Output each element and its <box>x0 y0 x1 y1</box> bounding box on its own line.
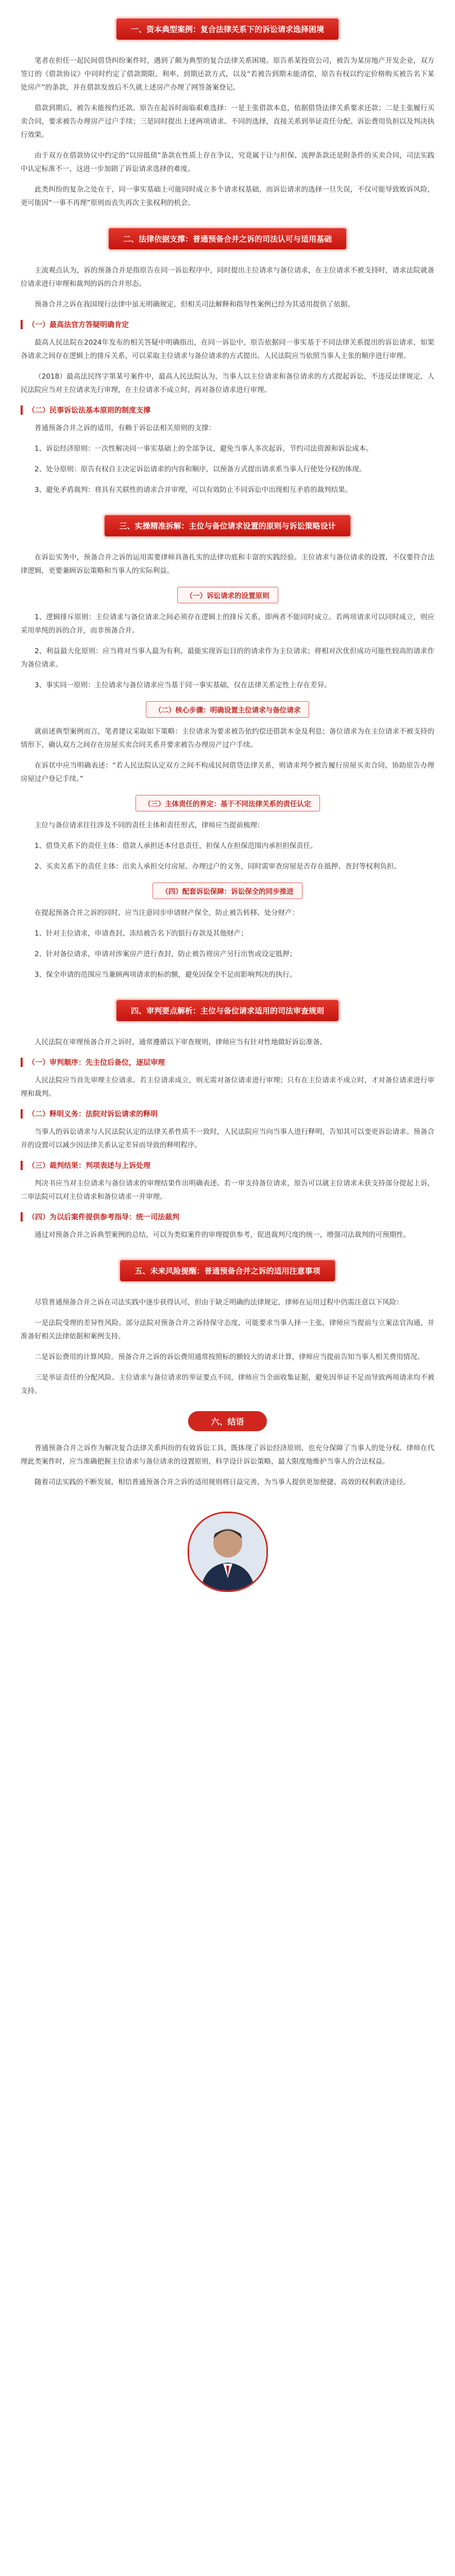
paragraph: 2、针对备位请求，申请对涉案房产进行查封，防止被告将房产另行出售或设定抵押； <box>35 950 297 958</box>
heading-marker <box>21 320 23 329</box>
paragraph: 2、处分原则：原告有权自主决定诉讼请求的内容和顺序，以预备方式提出请求系当事人行使处分权的体现。 <box>35 465 366 473</box>
section-title: 四、审判要点解析：主位与备位请求适用的司法审查规则 <box>115 999 340 1022</box>
heading-marker <box>21 405 23 415</box>
subsection-heading <box>21 883 434 899</box>
subsection-heading <box>21 701 434 718</box>
paragraph: 人民法院应当首先审理主位请求。若主位请求成立，则无需对备位请求进行审理；只有在主位请求不成立时，才对备位请求进行审理和裁判。 <box>21 1076 434 1098</box>
subsection-heading <box>21 319 434 330</box>
subsection-title: （二）核心步骤：明确设置主位请求与备位请求 <box>146 701 310 718</box>
subsection-heading <box>21 795 434 811</box>
heading-marker <box>21 1161 23 1170</box>
author-portrait <box>188 1512 268 1592</box>
paragraph: 在提起预备合并之诉的同时，应当注意同步申请财产保全，防止被告转移、处分财产： <box>35 909 299 917</box>
heading-marker <box>21 1109 23 1118</box>
subsection-heading <box>21 1160 434 1171</box>
heading-marker <box>21 1212 23 1222</box>
subsection-title: （二）民事诉讼法基本原则的制度支撑 <box>28 406 150 415</box>
heading-marker <box>21 1058 23 1067</box>
paragraph: 就前述典型案例而言，笔者建议采取如下策略：主位请求为要求被告依约偿还借款本金及利息；备位请求为在主位请求不被支持的情形下，确认双方之间存在房屋买卖合同关系并要求被告办理房产过户手续。 <box>21 727 434 749</box>
paragraph: 二是诉讼费用的计算风险。预备合并之诉的诉讼费用通常按照标的额较大的请求计算，律师应当提前告知当事人相关费用情况。 <box>35 1353 424 1361</box>
paragraph: 主流观点认为，诉的预备合并是指原告在同一诉讼程序中，同时提出主位请求与备位请求，在主位请求不被支持时，请求法院就备位请求进行审理和裁判的诉的合并形态。 <box>21 266 434 288</box>
subsection-title: （三）主体责任的界定：基于不同法律关系的责任认定 <box>136 795 320 811</box>
section-banner <box>21 227 434 250</box>
section-banner <box>21 1259 434 1282</box>
paragraph: 主位与备位请求往往涉及不同的责任主体和责任形式，律师应当提前梳理： <box>35 821 264 829</box>
subsection-title: （四）为以后案件提供参考指导：统一司法裁判 <box>28 1213 179 1222</box>
subsection-title: （一）诉讼请求的设置原则 <box>177 587 278 603</box>
paragraph: 在诉状中应当明确表述：“若人民法院认定双方之间不构成民间借贷法律关系，则请求判令被告履行房屋买卖合同，协助原告办理房屋过户登记手续。” <box>21 761 434 783</box>
paragraph: 人民法院在审理预备合并之诉时，通常遵循以下审查规则，律师应当有针对性地做好诉讼准备。 <box>35 1038 327 1046</box>
section-banner <box>21 514 434 537</box>
subsection-title: （三）裁判结果：判项表述与上诉处理 <box>28 1162 150 1170</box>
subsection-heading <box>21 1057 434 1067</box>
subsection-title: （二）释明义务：法院对诉讼请求的释明 <box>28 1110 158 1118</box>
paragraph: 此类纠纷的复杂之处在于，同一事实基础上可能同时成立多个请求权基础，而诉讼请求的选择一旦失误，不仅可能导致败诉风险，更可能因“一事不再理”原则而丧失再次主张权利的机会。 <box>21 185 434 207</box>
paragraph: 借款到期后，被告未能按约还款。原告在起诉时面临艰难选择：一是主张借款本息，依据借贷法律关系要求还款；二是主张履行买卖合同，要求被告办理房产过户手续；三是同时提出上述两项请求。不同的选择，直接关系到举证责任分配、诉讼费用负担以及判决执行效果。 <box>21 104 434 139</box>
subsection-heading <box>21 587 434 603</box>
paragraph: 1、借贷关系下的责任主体：借款人承担还本付息责任，担保人在担保范围内承担担保责任。 <box>35 842 317 850</box>
subsection-heading <box>21 1109 434 1119</box>
conclusion-banner <box>21 1411 434 1431</box>
paragraph: 普通预备合并之诉的适用，有赖于诉讼法相关原则的支撑： <box>35 424 215 432</box>
subsection-title: （一）审判顺序：先主位后备位，逐层审理 <box>28 1059 165 1067</box>
subsection-heading <box>21 405 434 415</box>
section-title: 一、资本典型案例：复合法律关系下的诉讼请求选择困境 <box>115 18 340 41</box>
subsection-title: （四）配套诉讼保障：诉讼保全的同步推进 <box>153 883 302 899</box>
paragraph: 判决书应当对主位请求与备位请求的审理结果作出明确表述。若一审支持备位请求，原告可以就主位请求未获支持部分提起上诉，二审法院可以对主位请求和备位请求一并审理。 <box>21 1179 434 1201</box>
paragraph: 随着司法实践的不断发展，相信普通预备合并之诉的适用规则将日益完善，为当事人提供更加便捷、高效的权利救济途径。 <box>35 1478 410 1486</box>
section-title: 二、法律依据支撑：普通预备合并之诉的司法认可与适用基础 <box>108 227 347 250</box>
paragraph: 三是举证责任的分配风险。主位请求与备位请求的举证要点不同，律师应当全面收集证据，避免因举证不足而导致两项请求均不被支持。 <box>21 1374 434 1395</box>
paragraph: 1、诉讼经济原则：一次性解决同一事实基础上的全部争议，避免当事人多次起诉，节约司法资源和诉讼成本。 <box>35 445 373 453</box>
subsection-heading <box>21 1212 434 1222</box>
paragraph: 由于双方在借款协议中约定的“以房抵债”条款在性质上存在争议，究竟属于让与担保、流押条款还是附条件的买卖合同，司法实践中认定标准不一，这进一步加剧了诉讼请求选择的难度。 <box>21 151 434 173</box>
paragraph: 通过对预备合并之诉典型案例的总结，可以为类似案件的审理提供参考，促进裁判尺度的统一，增强司法裁判的可预期性。 <box>35 1231 410 1239</box>
paragraph: 当事人的诉讼请求与人民法院认定的法律关系性质不一致时，人民法院应当向当事人进行释明，告知其可以变更诉讼请求。预备合并的设置可以减少因法律关系认定差异而导致的释明程序。 <box>21 1128 434 1149</box>
paragraph: 3、避免矛盾裁判：将具有关联性的请求合并审理，可以有效防止不同诉讼中出现相互矛盾的裁判结果。 <box>35 486 352 494</box>
section-title: 五、未来风险提醒：普通预备合并之诉的适用注意事项 <box>119 1259 335 1282</box>
section-banner <box>21 999 434 1022</box>
paragraph: （2018）最高法民终字第某号案件中，最高人民法院认为，当事人以主位请求和备位请求的方式提起诉讼，不违反法律规定，人民法院应当对主位请求先行审理，在主位请求不成立时，再对备位请求进行审理。 <box>21 372 434 394</box>
paragraph: 3、保全申请的范围应当兼顾两项请求的标的额，避免因保全不足而影响判决的执行。 <box>35 971 297 979</box>
paragraph: 最高人民法院在2024年发布的相关答疑中明确指出，在同一诉讼中，原告依据同一事实基于不同法律关系提出的诉讼请求，如果各请求之间存在逻辑上的排斥关系，可以采取主位请求与备位请求的方式提出。人民法院应当依照当事人主张的顺序进行审理。 <box>21 338 434 360</box>
paragraph: 2、买卖关系下的责任主体：出卖人承担交付房屋、办理过户的义务，同时需审查房屋是否存在抵押、查封等权利负担。 <box>35 862 401 871</box>
paragraph: 1、逻辑排斥原则：主位请求与备位请求之间必须存在逻辑上的排斥关系，即两者不能同时成立。若两项请求可以同时成立，则应采用单纯的诉的合并，而非预备合并。 <box>21 613 434 635</box>
paragraph: 1、针对主位请求，申请查封、冻结被告名下的银行存款及其他财产； <box>35 929 248 938</box>
paragraph: 普通预备合并之诉作为解决复合法律关系纠纷的有效诉讼工具，既体现了诉讼经济原则，也充分保障了当事人的处分权。律师在代理此类案件时，应当准确把握主位请求与备位请求的设置原则，科学设计诉讼策略，最大限度地维护当事人的合法权益。 <box>21 1444 434 1466</box>
paragraph: 笔者在担任一起民间借贷纠纷案件时，遇到了颇为典型的复合法律关系困境。原告系某投资公司，被告为某房地产开发企业，双方签订的《借款协议》中同时约定了借款期限、利率、到期还款方式，以及“若被告到期未能清偿，原告有权以约定价格购买被告名下某处房产”的条款，并在借款发放后不久就上述房产办理了网签备案登记。 <box>21 57 434 92</box>
subsection-title: （一）最高法官方答疑明确肯定 <box>28 321 129 329</box>
paragraph: 尽管普通预备合并之诉在司法实践中逐步获得认可，但由于缺乏明确的法律规定，律师在运用过程中仍需注意以下风险： <box>35 1298 403 1307</box>
paragraph: 3、事实同一原则：主位请求与备位请求应当基于同一事实基础，仅在法律关系定性上存在差异。 <box>35 681 331 689</box>
section-banner <box>21 18 434 41</box>
paragraph: 预备合并之诉在我国现行法律中虽无明确规定，但相关司法解释和指导性案例已经为其适用提供了依据。 <box>35 300 355 309</box>
conclusion-title: 六、结语 <box>188 1411 266 1431</box>
paragraph: 在诉讼实务中，预备合并之诉的运用需要律师具备扎实的法律功底和丰富的实践经验。主位请求与备位请求的设置，不仅要符合法律逻辑，更要兼顾诉讼策略和当事人的实际利益。 <box>21 553 434 575</box>
paragraph: 一是法院受理的差异性风险。部分法院对预备合并之诉持保守态度，可能要求当事人择一主张，律师应当提前与立案法官沟通，并准备好相关法律依据和案例支持。 <box>21 1319 434 1341</box>
author-photo <box>0 1512 455 1592</box>
person-icon <box>189 1513 266 1590</box>
section-title: 三、实操精准拆解：主位与备位请求设置的原则与诉讼策略设计 <box>104 514 351 537</box>
paragraph: 2、利益最大化原则：应当将对当事人最为有利、最能实现诉讼目的的请求作为主位请求；将相对次优但成功可能性较高的请求作为备位请求。 <box>21 647 434 669</box>
